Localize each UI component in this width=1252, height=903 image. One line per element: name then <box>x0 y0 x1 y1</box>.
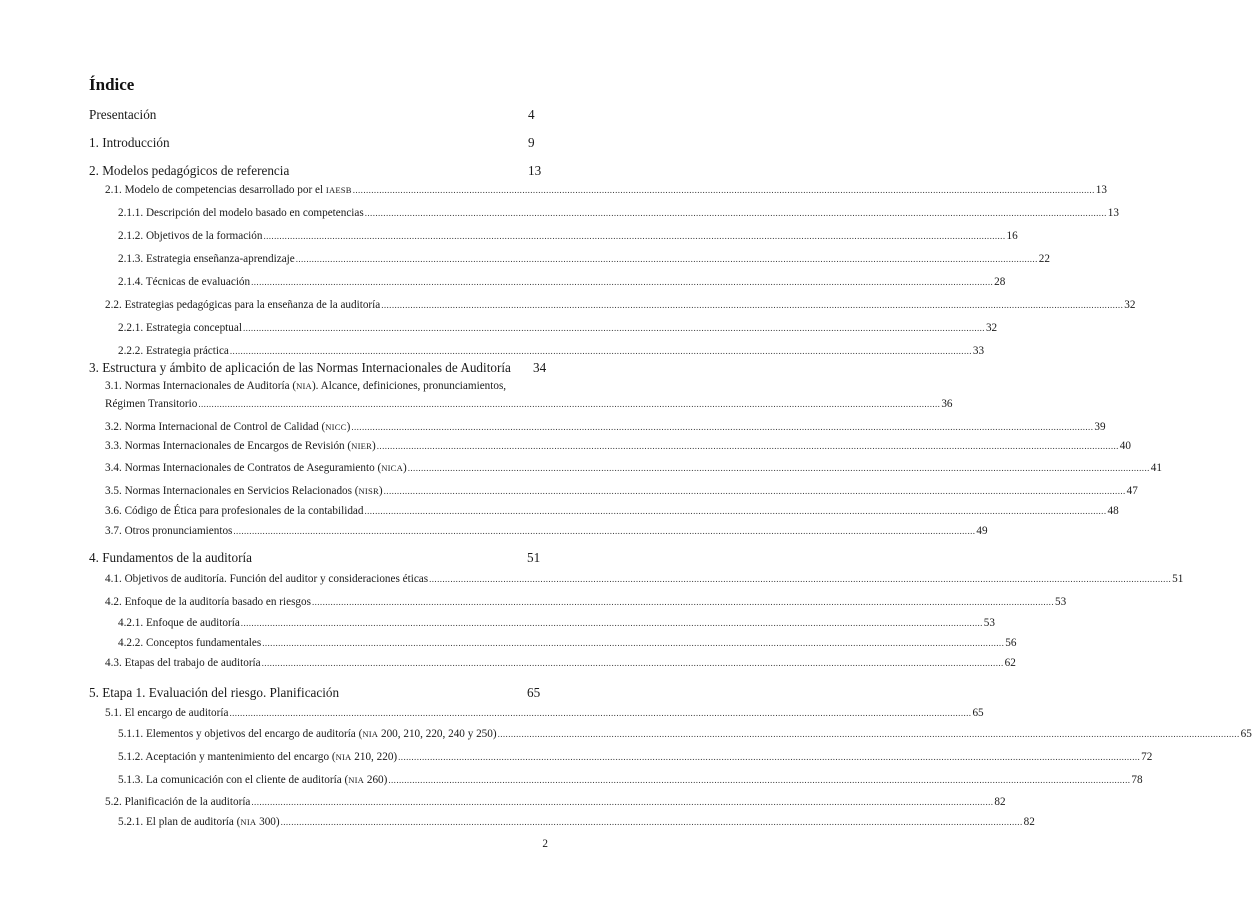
toc-entry-page: 32 <box>985 322 998 334</box>
dot-leader <box>281 816 1023 828</box>
toc-entry[interactable]: 4.1. Objetivos de auditoría. Función del auditor y consideraciones éticas ..... 51 <box>105 573 545 585</box>
toc-entry-page: 78 <box>1131 774 1143 786</box>
toc-entry-page: 39 <box>1094 421 1106 433</box>
toc-entry[interactable]: 2.1.2. Objetivos de la formación ..... 16 <box>118 230 545 242</box>
toc-chapter-page: 9 <box>528 135 535 150</box>
toc-chapter[interactable] <box>89 107 544 123</box>
toc-entry[interactable]: 3.7. Otros pronunciamientos ..... 49 <box>105 525 545 537</box>
dot-leader <box>388 774 1130 786</box>
toc-chapter-page: 4 <box>528 107 535 122</box>
toc-chapter[interactable] <box>89 163 544 179</box>
dot-leader <box>263 230 1005 242</box>
dot-leader <box>262 637 1004 649</box>
dot-leader <box>364 505 1106 517</box>
toc-chapter-label: 5. Etapa 1. Evaluación del riesgo. Planificación <box>89 685 340 700</box>
toc-entry[interactable]: 3.6. Código de Ética para profesionales de la contabilidad ..... 48 <box>105 505 545 517</box>
toc-entry[interactable]: 3.5. Normas Internacionales en Servicios Relacionados (NISR) ..... 47 <box>105 485 545 497</box>
toc-entry[interactable]: 4.2.1. Enfoque de auditoría ..... 53 <box>118 617 545 629</box>
dot-leader <box>296 253 1038 265</box>
toc-entry-page: 48 <box>1107 505 1119 517</box>
toc-entry-page: 47 <box>1126 485 1138 497</box>
dot-leader <box>251 796 993 808</box>
toc-entry-page: 53 <box>1054 596 1067 608</box>
dot-leader <box>353 184 1095 196</box>
dot-leader <box>233 525 975 537</box>
dot-leader <box>230 345 972 357</box>
dot-leader <box>262 657 1004 669</box>
dot-leader <box>429 573 1171 585</box>
dot-leader <box>381 299 1123 311</box>
toc-entry[interactable]: 2.1.3. Estrategia enseñanza-aprendizaje ..... 22 <box>118 253 545 265</box>
toc-entry-page: 51 <box>1172 573 1184 585</box>
toc-chapter[interactable] <box>89 685 549 701</box>
toc-chapter-label: 4. Fundamentos de la auditoría <box>89 550 252 565</box>
toc-entry-page: 56 <box>1005 637 1017 649</box>
toc-entry-line1[interactable]: 3.1. Normas Internacionales de Auditoría (NIA). Alcance, definiciones, pronunciamientos, <box>105 380 507 392</box>
toc-entry[interactable]: 2.1. Modelo de competencias desarrollado por el IAESB ..... 13 <box>105 184 545 196</box>
toc-entry[interactable]: 5.1.2. Aceptación y mantenimiento del encargo (NIA 210, 220) ..... 72 <box>118 751 545 763</box>
dot-leader <box>377 440 1119 452</box>
dot-leader <box>384 485 1126 497</box>
toc-entry-page: 36 <box>941 398 953 410</box>
toc-entry-page: 16 <box>1006 230 1018 242</box>
toc-entry[interactable]: 2.2. Estrategias pedagógicas para la enseñanza de la auditoría ..... 32 <box>105 299 545 311</box>
dot-leader <box>312 596 1054 608</box>
toc-chapter-label: Presentación <box>89 107 157 122</box>
toc-entry[interactable]: 5.1. El encargo de auditoría ..... 65 <box>105 707 545 719</box>
toc-entry-page: 82 <box>994 796 1006 808</box>
toc-entry[interactable]: 5.2.1. El plan de auditoría (NIA 300) ..... 82 <box>118 816 545 828</box>
dot-leader <box>498 728 1240 740</box>
toc-entry[interactable]: 2.1.4. Técnicas de evaluación ..... 28 <box>118 276 545 288</box>
toc-entry[interactable]: 2.2.1. Estrategia conceptual ..... 32 <box>118 322 545 334</box>
toc-entry[interactable]: 4.3. Etapas del trabajo de auditoría ..... 62 <box>105 657 545 669</box>
toc-chapter[interactable] <box>89 135 544 151</box>
toc-chapter-label: 2. Modelos pedagógicos de referencia <box>89 163 290 178</box>
dot-leader <box>365 207 1107 219</box>
toc-entry[interactable]: 5.1.3. La comunicación con el cliente de auditoría (NIA 260) ..... 78 <box>118 774 545 786</box>
dot-leader <box>398 751 1140 763</box>
toc-entry-page: 33 <box>972 345 985 357</box>
toc-entry[interactable]: 3.4. Normas Internacionales de Contratos de Aseguramiento (NICA) ..... 41 <box>105 462 545 474</box>
toc-entry[interactable]: Régimen Transitorio ..... 36 <box>105 398 545 410</box>
toc-entry-page: 22 <box>1038 253 1050 265</box>
toc-entry-page: 28 <box>994 276 1006 288</box>
toc-chapter-label: 3. Estructura y ámbito de aplicación de las Normas Internacionales de Auditoría <box>89 360 511 375</box>
dot-leader <box>408 462 1150 474</box>
toc-entry-page: 49 <box>976 525 988 537</box>
toc-entry-page: 53 <box>983 617 995 629</box>
toc-chapter[interactable] <box>89 360 549 376</box>
dot-leader <box>229 707 971 719</box>
toc-chapter-label: 1. Introducción <box>89 135 170 150</box>
toc-entry-page: 41 <box>1150 462 1162 474</box>
dot-leader <box>251 276 993 288</box>
toc-chapter-page: 34 <box>533 360 547 375</box>
toc-entry[interactable]: 2.2.2. Estrategia práctica ..... 33 <box>118 345 545 357</box>
toc-entry[interactable]: 5.1.1. Elementos y objetivos del encargo de auditoría (NIA 200, 210, 220, 240 y 250) ..... 65 <box>118 728 545 740</box>
toc-entry-page: 62 <box>1004 657 1016 669</box>
toc-entry-page: 65 <box>972 707 984 719</box>
toc-chapter[interactable] <box>89 550 549 566</box>
dot-leader <box>198 398 940 410</box>
dot-leader <box>241 617 983 629</box>
toc-chapter-page: 13 <box>528 163 542 178</box>
toc-entry[interactable]: 3.2. Norma Internacional de Control de Calidad (NICC) ..... 39 <box>105 421 545 433</box>
index-title: Índice <box>89 75 135 94</box>
toc-chapter-page: 51 <box>527 550 541 565</box>
dot-leader <box>351 421 1093 433</box>
toc-entry[interactable]: 5.2. Planificación de la auditoría ..... 82 <box>105 796 545 808</box>
toc-entry-page: 65 <box>1240 728 1252 740</box>
toc-entry-page: 13 <box>1095 184 1107 196</box>
toc-entry-page: 82 <box>1023 816 1035 828</box>
toc-entry-page: 40 <box>1119 440 1131 452</box>
toc-entry[interactable]: 2.1.1. Descripción del modelo basado en competencias ..... 13 <box>118 207 545 219</box>
toc-entry-page: 32 <box>1124 299 1136 311</box>
page-number: 2 <box>542 838 548 850</box>
toc-chapter-page: 65 <box>527 685 541 700</box>
dot-leader <box>243 322 985 334</box>
toc-entry-page: 13 <box>1107 207 1119 219</box>
toc-entry-page: 72 <box>1141 751 1153 763</box>
toc-entry[interactable]: 3.3. Normas Internacionales de Encargos de Revisión (NIER) ..... 40 <box>105 440 545 452</box>
toc-entry[interactable]: 4.2. Enfoque de la auditoría basado en riesgos ..... 53 <box>105 596 545 608</box>
toc-entry[interactable]: 4.2.2. Conceptos fundamentales ..... 56 <box>118 637 545 649</box>
